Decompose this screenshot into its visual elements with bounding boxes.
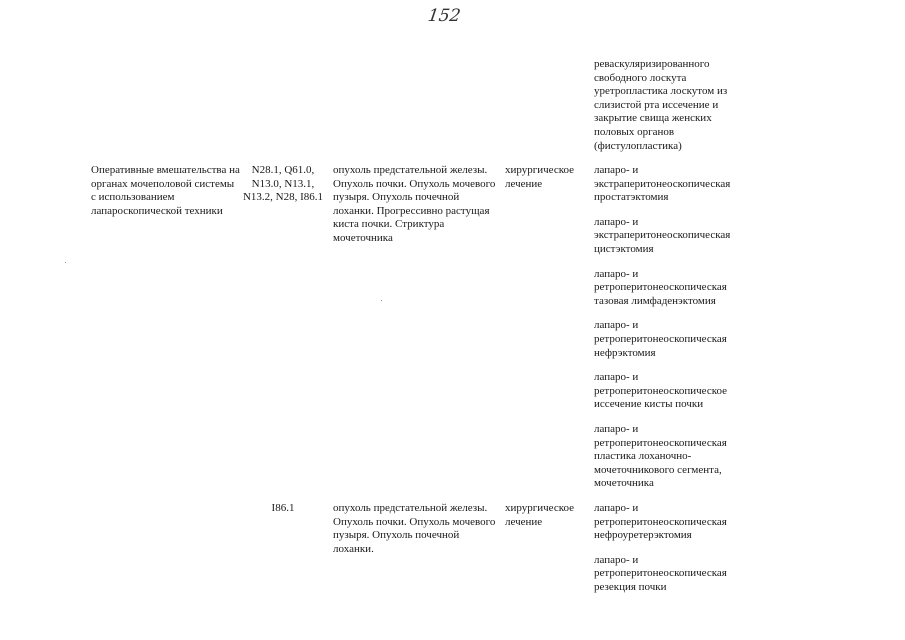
treatment-method: лапаро- и ретроперитонеоскопическое иссечение кисты почки — [594, 371, 727, 411]
treatment-method-list — [594, 164, 759, 502]
treatment-method: лапаро- и экстраперитонеоскопическая цистэктомия — [594, 215, 731, 255]
page-number: 152 — [426, 6, 462, 26]
treatment-method: лапаро- и ретроперитонеоскопическая пластика лоханочно-мочеточникового сегмента, мочеточника — [594, 422, 727, 490]
intervention-group-name: Оперативные вмешательства на органах мочеполовой системы с использованием лапароскопической техники — [91, 164, 240, 217]
treatment-method: лапаро- и ретроперитонеоскопическая резекция почки — [594, 553, 727, 593]
scan-speck — [381, 300, 382, 301]
diagnosis-cell: опухоль предстательной железы. Опухоль почки. Опухоль мочевого пузыря. Опухоль почечной лоханки. — [333, 502, 496, 555]
icd-codes-cell: N28.1, Q61.0, N13.0, N13.1, N13.2, N28, I86.1 — [242, 164, 324, 204]
diagnosis-cell: опухоль предстательной железы. Опухоль почки. Опухоль мочевого пузыря. Опухоль почечной лоханки. Прогрессивно растущая киста почки. Стриктура мочеточника — [333, 164, 496, 244]
continued-methods-text: реваскуляризированного свободного лоскута уретропластика лоскутом из слизистой рта иссечение и закрытие свища женских половых органов (фистулопластика) — [594, 58, 728, 152]
treatment-method: лапаро- и ретроперитонеоскопическая нефроуретерэктомия — [594, 502, 727, 542]
icd-codes-cell: I86.1 — [271, 502, 295, 514]
treatment-method-list — [594, 502, 759, 606]
treatment-method: лапаро- и экстраперитонеоскопическая простатэктомия — [594, 164, 731, 204]
treatment-type-cell: хирургическое лечение — [505, 164, 575, 190]
treatment-type-cell: хирургическое лечение — [505, 502, 575, 528]
scan-speck — [65, 262, 66, 263]
treatment-method: лапаро- и ретроперитонеоскопическая нефрэктомия — [594, 319, 727, 359]
treatment-method: лапаро- и ретроперитонеоскопическая тазовая лимфаденэктомия — [594, 267, 727, 307]
